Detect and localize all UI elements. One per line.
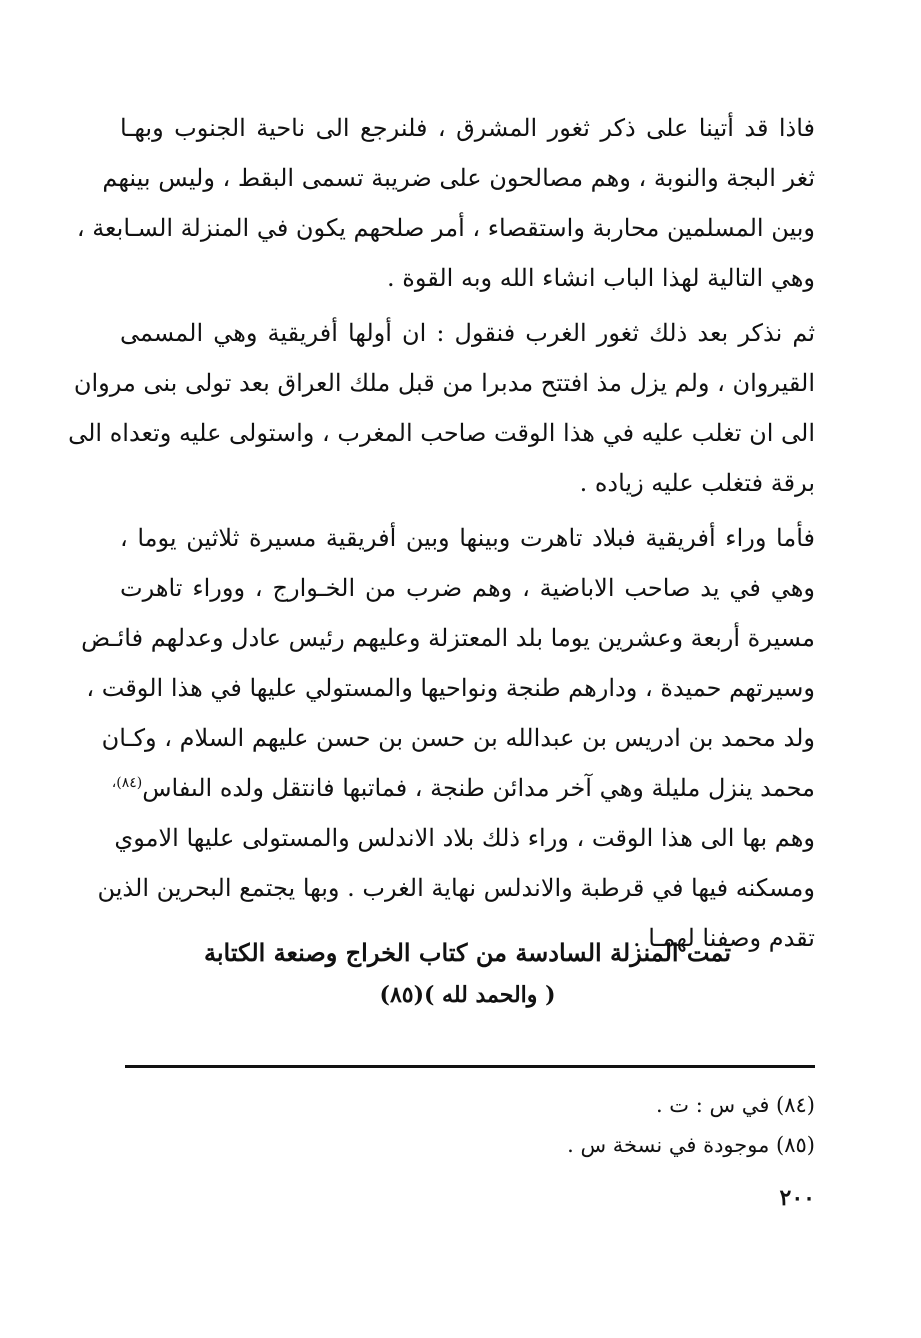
text-line: الى ان تغلب عليه في هذا الوقت صاحب المغرب ، واستولى عليه وتعداه الى <box>68 419 815 447</box>
text-line: مسيرة أربعة وعشرين يوما بلد المعتزلة وعليهم رئيس عادل وعدلهم فائـض <box>81 624 815 652</box>
paragraph-southern-frontiers <box>76 103 815 303</box>
text-line: وبين المسلمين محاربة واستقصاء ، أمر صلحهم يكون في المنزلة السـابعة ، <box>76 214 815 242</box>
footnote-84: (٨٤) في س : ت . <box>655 1093 815 1117</box>
text-line: ومسكنه فيها في قرطبة والاندلس نهاية الغرب . وبها يجتمع البحرين الذين <box>97 874 815 902</box>
footnote-85: (٨٥) موجودة في نسخة س . <box>567 1133 815 1157</box>
text-line: وهي في يد صاحب الاباضية ، وهم ضرب من الخـوارج ، ووراء تاهرت <box>120 574 815 602</box>
text-line: القيروان ، ولم يزل مذ افتتح مدبرا من قبل ملك العراق بعد تولى بنى مروان <box>73 369 815 397</box>
text-line: تقدم وصفنا لهمـا . <box>632 924 815 952</box>
section-closing-title: تمت المنزلة السادسة من كتاب الخراج وصنعة الكتابة <box>203 938 732 967</box>
footnotes <box>120 1085 815 1165</box>
text-line-with-footnote <box>111 763 815 813</box>
paragraph-beyond-africa <box>81 513 815 963</box>
text-line: ولد محمد بن ادريس بن عبدالله بن حسن بن حسن عليهم السلام ، وكـان <box>101 724 815 752</box>
text-line: ثغر البجة والنوبة ، وهم مصالحون على ضريبة تسمى البقط ، وليس بينهم <box>102 164 815 192</box>
text-line: فأما وراء أفريقية فبلاد تاهرت وبينها وبين أفريقية مسيرة ثلاثين يوما ، <box>120 524 815 552</box>
text-line: وهي التالية لهذا الباب انشاء الله وبه القوة . <box>386 264 815 292</box>
text-line: وهم بها الى هذا الوقت ، وراء ذلك بلاد الاندلس والمستولى عليها الاموي <box>114 824 815 852</box>
text-line: ثم نذكر بعد ذلك ثغور الغرب فنقول : ان أولها أفريقية وهي المسمى <box>120 319 815 347</box>
footnote-reference-84[interactable]: (٨٤)، <box>111 775 143 791</box>
page-number: ٢٠٠ <box>779 1185 815 1211</box>
footnote-divider <box>125 1065 815 1068</box>
text-line-content: محمد ينزل مليلة وهي آخر مدائن طنجة ، فماتبها فانتقل ولده الىفاس <box>142 774 815 802</box>
text-line: برقة فتغلب عليه زياده . <box>579 469 815 497</box>
section-closing-subtitle: ( والحمد لله )(٨٥) <box>379 982 556 1008</box>
text-line: فاذا قد أتينا على ذكر ثغور المشرق ، فلنرجع الى ناحية الجنوب وبهـا <box>120 114 815 142</box>
text-line: وسيرتهم حميدة ، ودارهم طنجة ونواحيها والمستولي عليها في هذا الوقت ، <box>86 674 815 702</box>
paragraph-western-frontiers <box>68 308 815 508</box>
